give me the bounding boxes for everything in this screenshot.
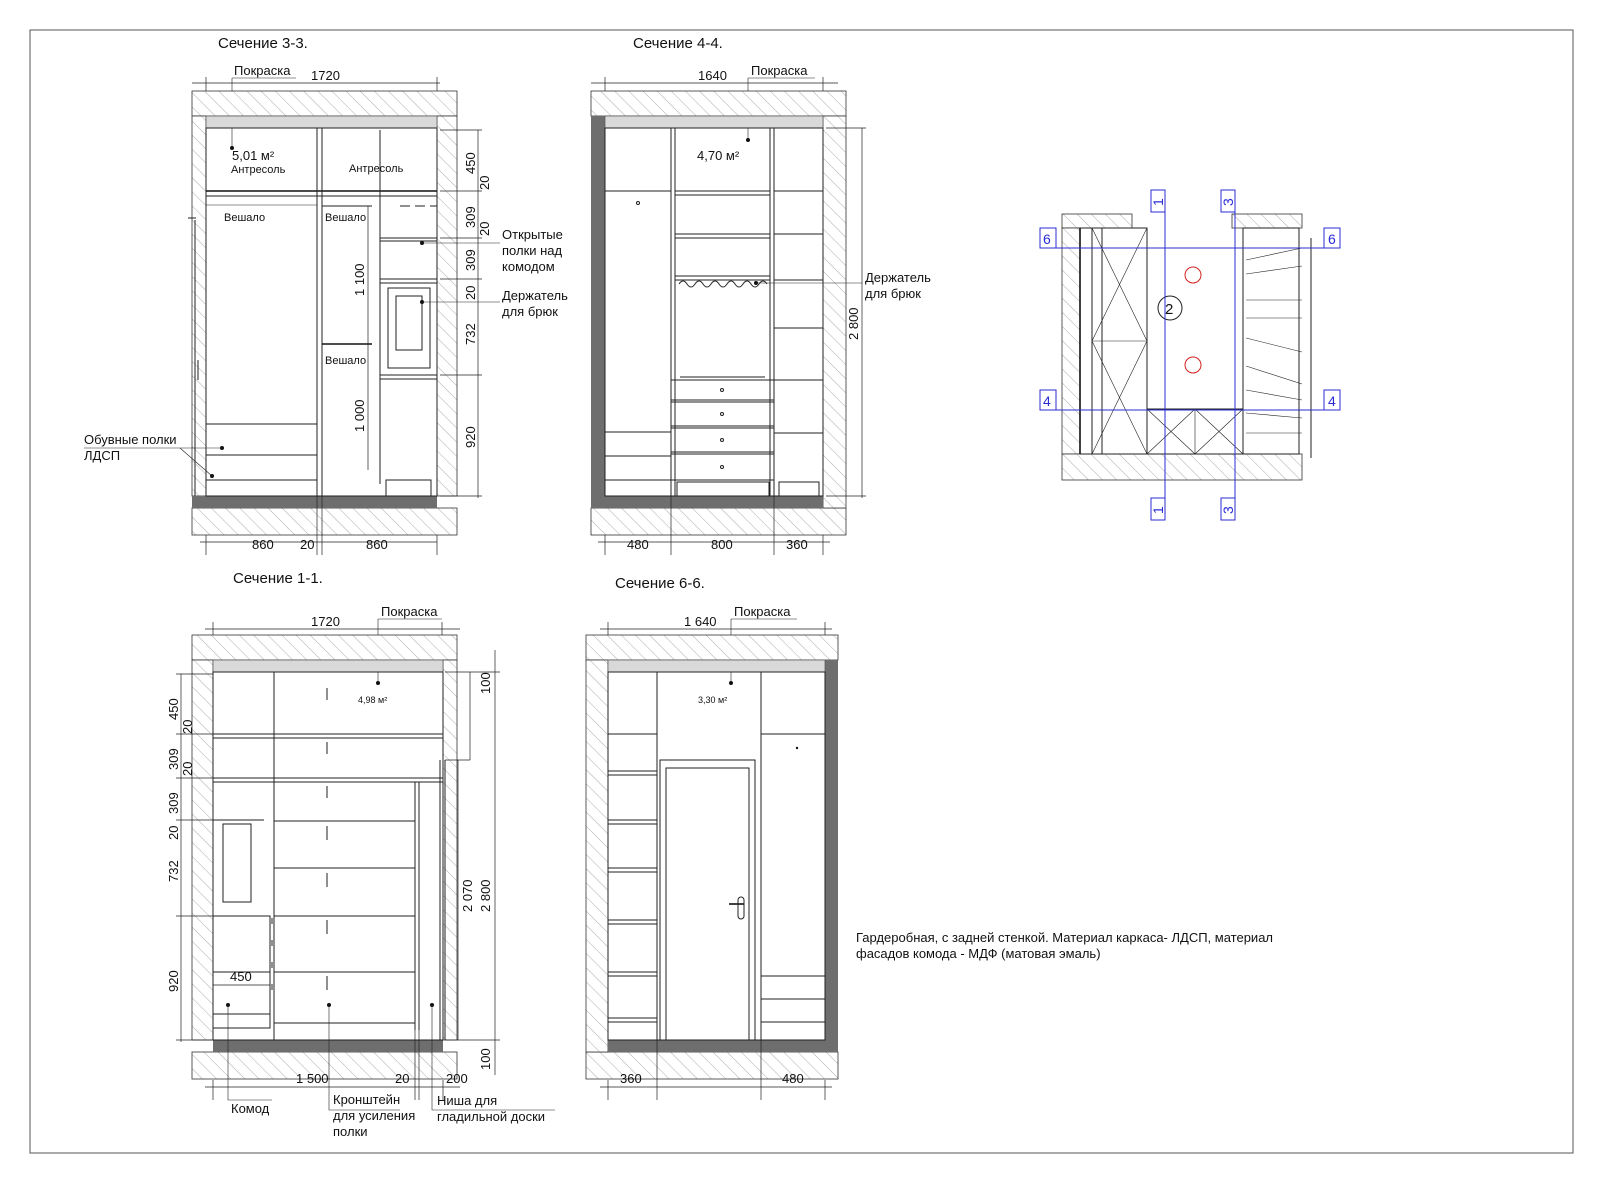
section-marker-6-left: 6 [1043,231,1051,247]
section-3-3 [84,35,568,555]
open-shelves-line2: полки над [502,243,563,258]
dim-309: 309 [463,249,478,271]
dim-20: 20 [477,175,492,190]
width-dim: 1640 [698,68,727,83]
area-label: 3,30 м² [698,695,728,705]
dim-309: 309 [463,206,478,228]
open-shelves-line3: комодом [502,259,555,274]
right-dim-100-top: 100 [478,672,493,694]
right-dim-2800: 2 800 [478,879,493,912]
paint-label: Покраска [234,63,291,78]
section-marker-4-left: 4 [1043,393,1051,409]
section-marker-1-bottom: 1 [1150,506,1166,514]
width-dim: 1720 [311,68,340,83]
bottom-dim-360: 360 [786,537,808,552]
section-4-4 [591,35,931,555]
section-marker-3-top: 3 [1220,198,1236,206]
bottom-dim-800: 800 [711,537,733,552]
dim-450: 450 [166,698,181,720]
width-dim: 1 640 [684,614,717,629]
dim-20: 20 [180,761,195,776]
trouser-holder-line2: для брюк [865,286,921,301]
hanger-right-top: Вешало [325,212,367,224]
trouser-holder-line1: Держатель [502,288,568,303]
area-label: 4,98 м² [358,695,388,705]
general-note [856,930,1273,961]
note-line2: фасадов комода - МДФ (матовая эмаль) [856,946,1101,961]
dresser-label: Комод [231,1101,270,1116]
inner-dim-450: 450 [230,969,252,984]
bottom-dim-480: 480 [627,537,649,552]
hanger-right-bottom: Вешало [325,355,367,367]
section-title: Сечение 4-4. [633,35,723,52]
section-6-6 [586,575,838,1100]
dim-450: 450 [463,152,478,174]
paint-label: Покраска [381,604,438,619]
width-dim: 1720 [311,614,340,629]
dim-732: 732 [463,323,478,345]
mezzanine-right: Антресоль [349,163,404,175]
dim-20: 20 [166,825,181,840]
height-dim: 2 800 [846,307,861,340]
dim-920: 920 [463,426,478,448]
shoe-shelves-line2: ЛДСП [84,448,121,463]
dim-20: 20 [477,221,492,236]
left-dimensions [166,698,195,992]
section-title: Сечение 6-6. [615,575,705,592]
bottom-dim-200: 200 [446,1071,468,1086]
bottom-dim-860-right: 860 [366,537,388,552]
bottom-dim-20: 20 [300,537,315,552]
dim-309: 309 [166,748,181,770]
hanger-left: Вешало [224,212,266,224]
niche-line1: Ниша для [437,1093,498,1108]
right-dim-100-bottom: 100 [478,1048,493,1070]
dim-309: 309 [166,792,181,814]
right-dim-2070: 2 070 [460,879,475,912]
note-line1: Гардеробная, с задней стенкой. Материал каркаса- ЛДСП, материал [856,930,1274,945]
section-title: Сечение 3-3. [218,35,308,52]
dim-20: 20 [180,719,195,734]
bottom-dim-860-left: 860 [252,537,274,552]
bottom-dim-20: 20 [395,1071,410,1086]
paint-label: Покраска [734,604,791,619]
shoe-shelves-line1: Обувные полки [84,432,177,447]
sheet-frame [30,30,1573,1153]
bracket-line3: полки [333,1124,368,1139]
right-dimensions [463,152,492,448]
dim-920: 920 [166,970,181,992]
bottom-dim-1500: 1 500 [296,1071,329,1086]
dim-20: 20 [463,285,478,300]
inner-dim-1100: 1 100 [352,263,367,296]
section-title: Сечение 1-1. [233,570,323,587]
floor-plan [1040,190,1340,520]
section-marker-1-top: 1 [1150,198,1166,206]
area-label: 5,01 м² [232,148,275,163]
trouser-holder-line2: для брюк [502,304,558,319]
mezzanine-left: Антресоль [231,164,286,176]
trouser-holder-line1: Держатель [865,270,931,285]
bottom-dim-360: 360 [620,1071,642,1086]
niche-line2: гладильной доски [437,1109,546,1124]
dim-732: 732 [166,860,181,882]
open-shelves-line1: Открытые [502,227,563,242]
paint-label: Покраска [751,63,808,78]
section-1-1 [166,570,555,1139]
section-marker-6-right: 6 [1328,231,1336,247]
inner-dim-1000: 1 000 [352,399,367,432]
section-marker-4-right: 4 [1328,393,1336,409]
area-label: 4,70 м² [697,148,740,163]
bracket-line1: Кронштейн [333,1092,401,1107]
bottom-dim-480: 480 [782,1071,804,1086]
room-number: 2 [1165,301,1174,318]
bracket-line2: для усиления [333,1108,416,1123]
section-marker-3-bottom: 3 [1220,506,1236,514]
